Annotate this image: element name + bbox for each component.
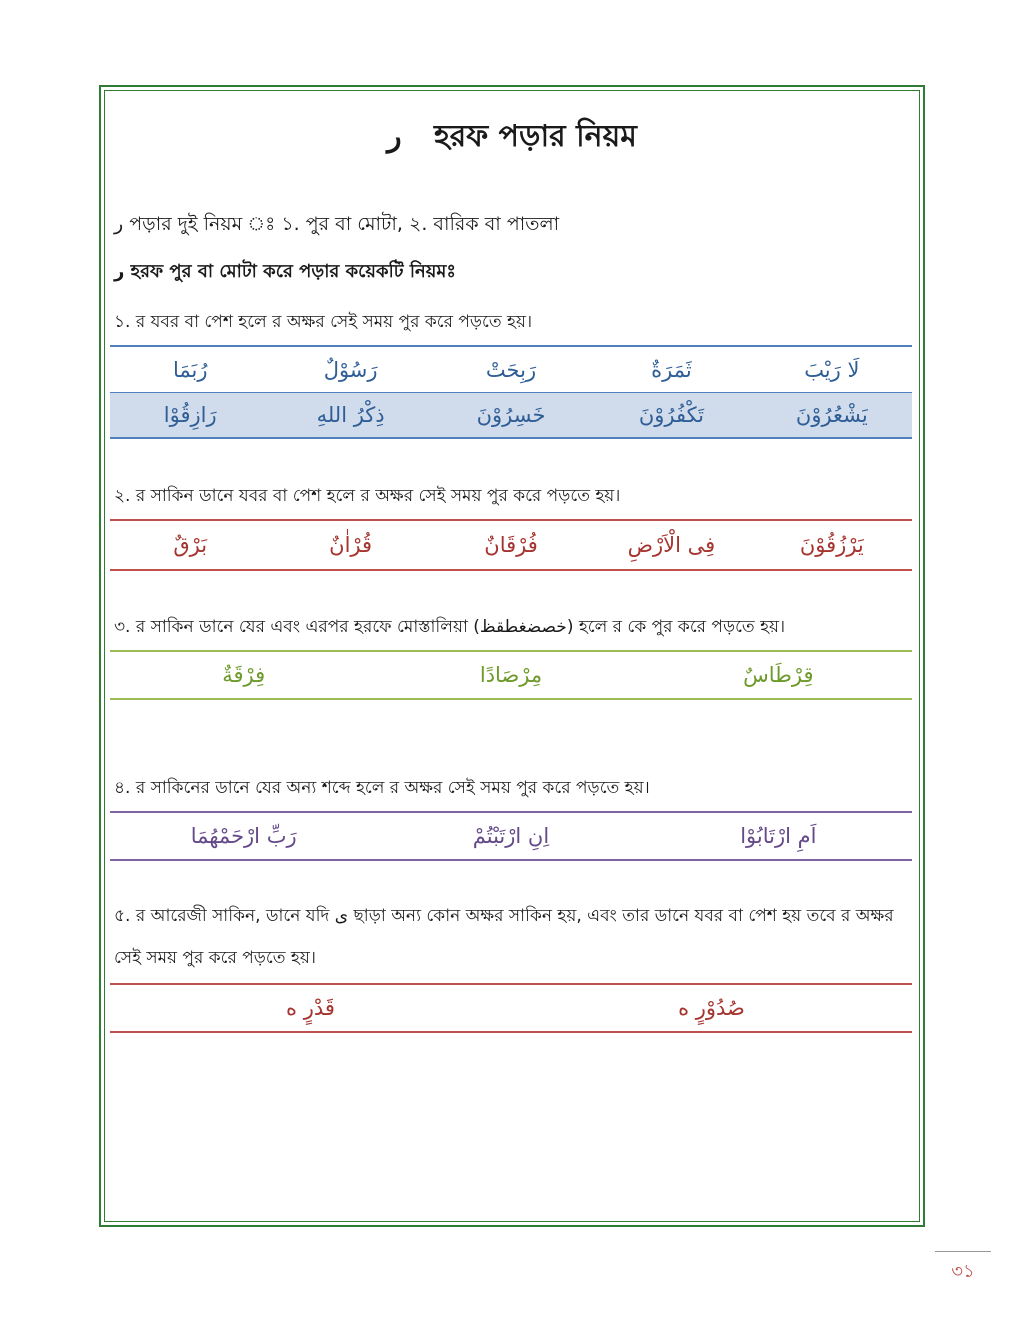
rule-4: ৪. র সাকিনের ডানে যের অন্য শব্দে হলে র অক্ষর সেই সময় পুর করে পড়তে হয়। — [114, 778, 650, 798]
example-word: يَرْزُقُوْنَ — [799, 533, 864, 557]
title-ra-letter: ر — [387, 119, 402, 154]
example-word: فُرْقَانٌ — [484, 533, 538, 557]
table-row — [110, 813, 912, 859]
intro-ra-letter: ر — [114, 213, 124, 235]
example-word: رَبِّ ارْحَمْهُمَا — [190, 824, 297, 848]
example-word: رَازِقُوْا — [163, 403, 217, 427]
example-word: فِرْقَةٌ — [222, 663, 266, 687]
example-word: رَبِحَتْ — [485, 357, 537, 382]
examples-table-1 — [110, 345, 912, 439]
examples-table-2 — [110, 519, 912, 571]
example-word: لَا رَيْبَ — [804, 357, 860, 382]
example-word: قُرْاٰنٌ — [329, 533, 373, 557]
table-row — [110, 347, 912, 392]
heading-ra-letter: ر — [114, 261, 125, 282]
example-word: رَسُوْلٌ — [323, 357, 378, 382]
example-word: ذِكْرُ اللهِ — [316, 403, 385, 427]
example-word: قَدْرٍ ە — [286, 996, 335, 1020]
intro-text: পড়ার দুই নিয়ম ঃ ১. পুর বা মোটা, ২. বারিক বা পাতলা — [129, 213, 560, 235]
table-row — [110, 985, 912, 1031]
example-word: خَسِرُوْنَ — [476, 403, 546, 427]
rule-2: ২. র সাকিন ডানে যবর বা পেশ হলে র অক্ষর সেই সময় পুর করে পড়তে হয়। — [114, 486, 621, 506]
example-word: صُدُوْرٍ ە — [678, 996, 745, 1020]
examples-table-5 — [110, 983, 912, 1033]
page-title — [0, 112, 1024, 163]
example-word: تَكْفُرُوْنَ — [638, 403, 705, 427]
heading-text: হরফ পুর বা মোটা করে পড়ার কয়েকটি নিয়মঃ — [130, 261, 456, 282]
example-word: مِرْصَادًا — [479, 663, 543, 687]
examples-table-3 — [110, 650, 912, 700]
rule-3: ৩. র সাকিন ডানে যের এবং এরপর হরফে মোস্তালিয়া (خصضغطقظ) হলে র কে পুর করে পড়তে হয়। — [114, 617, 786, 637]
table-row — [110, 392, 912, 437]
page-number-rule — [935, 1251, 991, 1252]
example-word: يَشْعُرُوْنَ — [795, 403, 868, 427]
example-word: اِنِ ارْتَبْتُمْ — [472, 824, 550, 848]
rule-1: ১. র যবর বা পেশ হলে র অক্ষর সেই সময় পুর করে পড়তে হয়। — [114, 312, 533, 332]
examples-table-4 — [110, 811, 912, 861]
rule-5: ৫. র আরেজী সাকিন, ডানে যদি ى ছাড়া অন্য কোন অক্ষর সাকিন হয়, এবং তার ডানে যবর বা পেশ হয় তবে র অক্ষর সেই সময় পুর করে পড়তে হয়। — [114, 906, 894, 968]
intro-line — [114, 210, 914, 242]
title-text: হরফ পড়ার নিয়ম — [434, 119, 637, 154]
table-row — [110, 521, 912, 569]
example-word: رُبَمَا — [172, 357, 208, 382]
example-word: اَمِ ارْتَابُوْا — [740, 824, 817, 848]
section-heading — [114, 257, 914, 288]
example-word: فِى الْاَرْضِ — [627, 533, 716, 557]
table-row — [110, 652, 912, 698]
page-number: ৩১ — [951, 1261, 975, 1282]
example-word: بَرْقٌ — [173, 533, 208, 557]
example-word: ثَمَرَةٌ — [651, 357, 692, 382]
example-word: قِرْطَاسٌ — [743, 663, 814, 687]
